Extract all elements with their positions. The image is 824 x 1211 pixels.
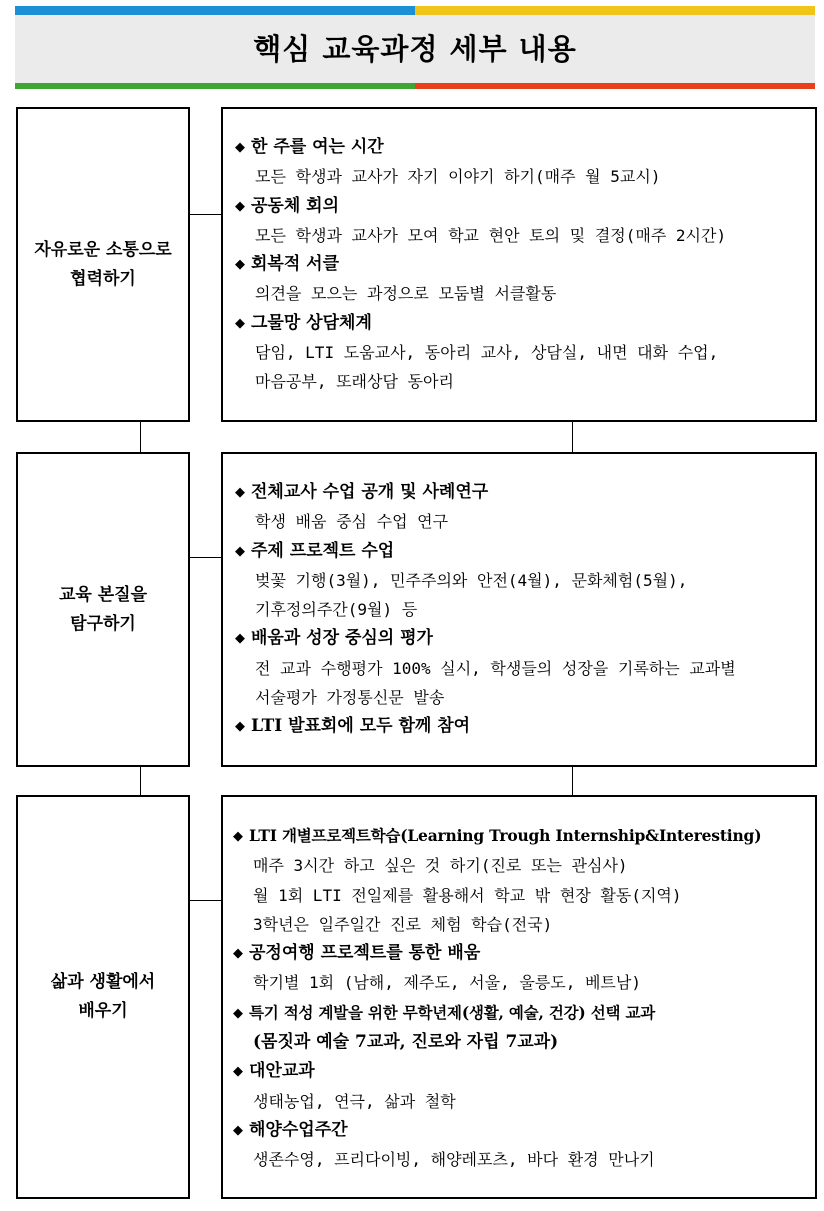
connector-line <box>140 422 141 452</box>
item-detail: 마음공부, 또래상담 동아리 <box>255 372 454 392</box>
item-title: ◆ 그물망 상담체계 <box>235 309 805 338</box>
item-title: ◆ 주제 프로젝트 수업 <box>235 537 805 566</box>
bullet-icon: ◆ <box>235 719 245 735</box>
connector-line <box>572 422 573 452</box>
bullet-icon: ◆ <box>233 829 243 844</box>
connector-line <box>190 214 221 215</box>
item-detail: 생존수영, 프리다이빙, 해양레포츠, 바다 환경 만나기 <box>253 1150 655 1170</box>
item-title: ◆ 대안교과 <box>233 1057 805 1086</box>
item-detail: 생태농업, 연극, 삶과 철학 <box>253 1091 456 1111</box>
item-title: ◆ LTI 개별프로젝트학습(Learning Trough Internship&Interesting) <box>233 821 805 851</box>
header-banner <box>15 6 815 89</box>
bullet-icon: ◆ <box>235 140 245 155</box>
page-title: 핵심 교육과정 세부 내용 <box>253 32 577 66</box>
item-detail: 월 1회 LTI 전일제를 활용해서 학교 밖 현장 활동(지역) <box>253 885 682 905</box>
item-title: ◆ 공동체 회의 <box>235 192 805 221</box>
category-label: 교육 본질을 탐구하기 <box>58 584 148 634</box>
item-detail: 벚꽃 기행(3월), 민주주의와 안전(4월), 문화체험(5월), <box>255 570 688 590</box>
category-box-1 <box>16 107 190 422</box>
bullet-icon: ◆ <box>235 315 245 331</box>
connector-line <box>140 767 141 795</box>
detail-box-2 <box>221 452 817 767</box>
bullet-icon: ◆ <box>235 631 245 647</box>
item-detail: 전 교과 수행평가 100% 실시, 학생들의 성장을 기록하는 교과별 <box>255 658 736 678</box>
bullet-icon: ◆ <box>235 198 245 214</box>
item-detail: 매주 3시간 하고 싶은 것 하기(진로 또는 관심사) <box>253 856 628 876</box>
bullet-icon: ◆ <box>233 1122 243 1138</box>
item-title: ◆ 해양수업주간 <box>233 1116 805 1145</box>
accent-bar-green <box>15 83 415 89</box>
item-title: ◆ LTI 발표회에 모두 함께 참여 <box>235 712 805 741</box>
detail-box-3 <box>221 795 817 1199</box>
item-title: ◆ 한 주를 여는 시간 <box>235 133 805 162</box>
item-title: ◆ 전체교사 수업 공개 및 사례연구 <box>235 478 805 507</box>
bullet-icon: ◆ <box>235 543 245 559</box>
category-box-3 <box>16 795 190 1199</box>
detail-box-1 <box>221 107 817 422</box>
item-detail: 담임, LTI 도움교사, 동아리 교사, 상담실, 내면 대화 수업, <box>255 343 719 363</box>
connector-line <box>190 900 221 901</box>
category-box-2 <box>16 452 190 767</box>
item-title: ◆ 특기 적성 계발을 위한 무학년제(생활, 예술, 건강) 선택 교과 <box>233 998 805 1028</box>
bullet-icon: ◆ <box>235 257 245 273</box>
connector-line <box>190 557 221 558</box>
item-detail: 3학년은 일주일간 진로 체험 학습(전국) <box>253 914 553 934</box>
category-label: 삶과 생활에서 배우기 <box>50 972 156 1021</box>
item-detail: 학기별 1회 (남해, 제주도, 서울, 울릉도, 베트남) <box>253 973 641 993</box>
connector-line <box>572 767 573 795</box>
bullet-icon: ◆ <box>233 946 243 962</box>
item-title: ◆ 회복적 서클 <box>235 250 805 279</box>
accent-bar-yellow <box>415 6 815 15</box>
accent-bar-red <box>415 83 815 89</box>
item-detail: 모든 학생과 교사가 자기 이야기 하기(매주 월 5교시) <box>255 167 661 187</box>
category-label: 자유로운 소통으로 협력하기 <box>34 239 172 289</box>
item-detail: 모든 학생과 교사가 모여 학교 현안 토의 및 결정(매주 2시간) <box>255 225 727 245</box>
bullet-icon: ◆ <box>233 1064 243 1080</box>
item-title: ◆ 배움과 성장 중심의 평가 <box>235 624 805 653</box>
accent-bar-blue <box>15 6 415 15</box>
bullet-icon: ◆ <box>233 1005 243 1021</box>
item-detail: 학생 배움 중심 수업 연구 <box>255 512 449 532</box>
bullet-icon: ◆ <box>235 485 245 500</box>
item-title-continued: (몸짓과 예술 7교과, 진로와 자립 7교과) <box>253 1032 559 1053</box>
item-detail: 기후정의주간(9월) 등 <box>255 600 418 620</box>
item-detail: 서술평가 가정통신문 발송 <box>255 688 445 708</box>
item-title: ◆ 공정여행 프로젝트를 통한 배움 <box>233 939 805 968</box>
item-detail: 의견을 모으는 과정으로 모둠별 서클활동 <box>255 284 557 304</box>
